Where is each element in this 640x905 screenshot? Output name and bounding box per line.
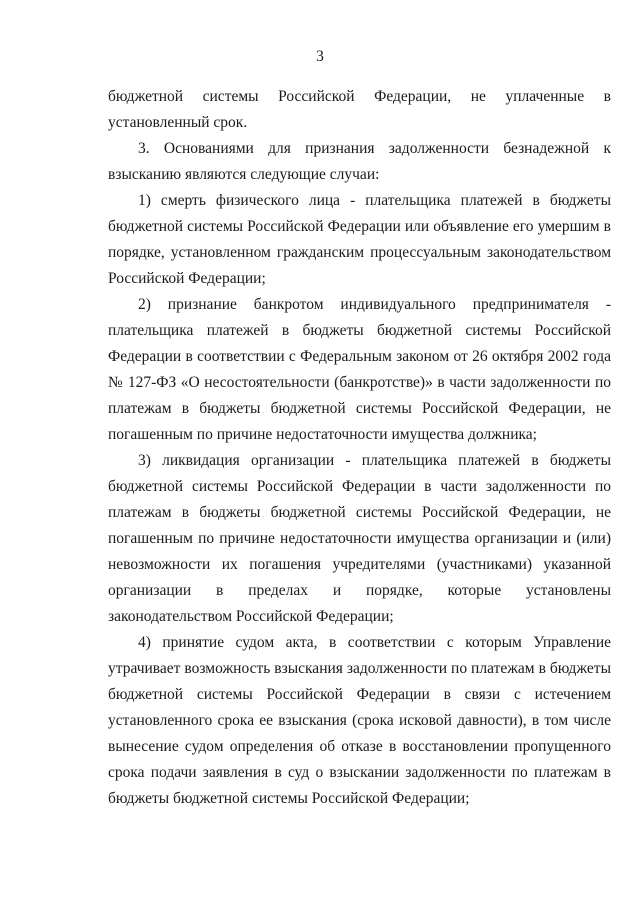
paragraph-clause-3: 3. Основаниями для признания задолженности безнадежной к взысканию являются следующие случаи:: [108, 140, 611, 183]
paragraph-item-4: 4) принятие судом акта, в соответствии с которым Управление утрачивает возможность взыскания задолженности по платежам в бюджеты бюджетной системы Российской Федерации в связи с истечением установленного срока ее взыскания (срока исковой давности), в том числе вынесение судом определения об отказе в восстановлении пропущенного срока подачи заявления в суд о взыскании задолженности по платежам в бюджеты бюджетной системы Российской Федерации;: [108, 634, 611, 807]
page-number: 3: [316, 48, 324, 65]
paragraph-continuation: бюджетной системы Российской Федерации, не уплаченные в установленный срок.: [108, 88, 611, 131]
paragraph-item-2: 2) признание банкротом индивидуального предпринимателя - плательщика платежей в бюджеты бюджетной системы Российской Федерации в соответствии с Федеральным законом от 26 октября 2002 года № 127-ФЗ «О несостоятельности (банкротстве)» в части задолженности по платежам в бюджеты бюджетной системы Российской Федерации, не погашенным по причине недостаточности имущества должника;: [108, 296, 611, 443]
document-body: [108, 84, 611, 812]
paragraph-item-3: 3) ликвидация организации - плательщика платежей в бюджеты бюджетной системы Российской Федерации в части задолженности по платежам в бюджеты бюджетной системы Российской Федерации, не погашенным по причине недостаточности имущества организации и (или) невозможности их погашения учредителями (участниками) указанной организации в пределах и порядке, которые установлены законодательством Российской Федерации;: [108, 452, 611, 625]
paragraph-item-1: 1) смерть физического лица - плательщика платежей в бюджеты бюджетной системы Российской Федерации или объявление его умершим в порядке, установленном гражданским процессуальным законодательством Российской Федерации;: [108, 192, 611, 287]
